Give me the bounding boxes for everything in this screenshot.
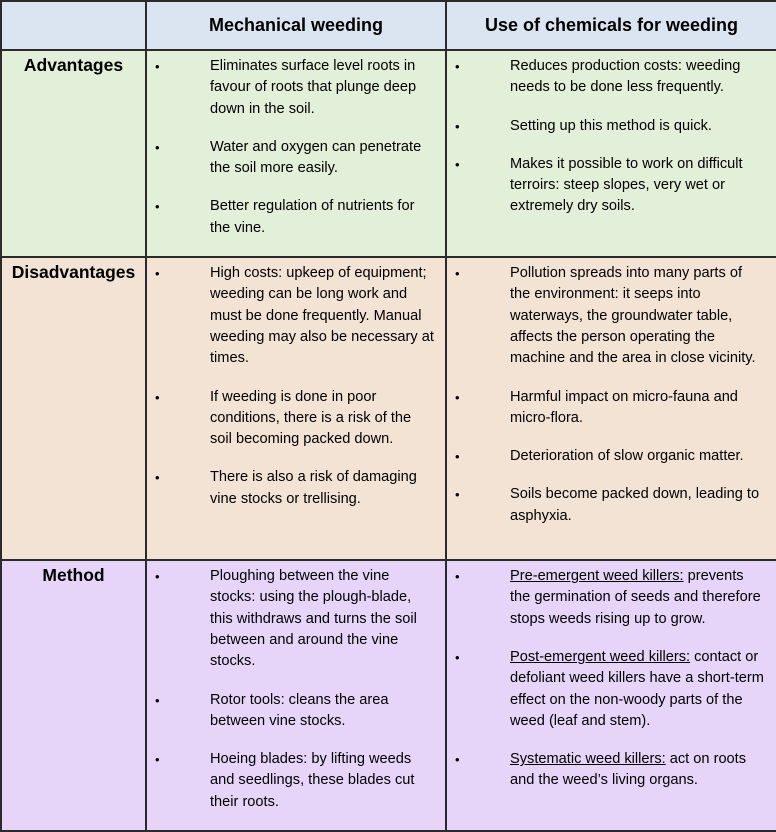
list-item	[447, 647, 766, 732]
list-item	[447, 263, 766, 369]
list-item	[147, 566, 435, 672]
item-lead-term: Post-emergent weed killers:	[510, 648, 691, 665]
bullet-icon: •	[155, 569, 160, 585]
item-text: Water and oxygen can penetrate the soil more easily.	[210, 138, 422, 177]
header-mechanical-weeding: Mechanical weeding	[146, 1, 446, 50]
list-item	[447, 484, 766, 527]
item-text: Better regulation of nutrients for the vine.	[210, 198, 415, 236]
list-item	[447, 56, 766, 99]
bullet-list	[447, 561, 776, 792]
bullet-icon: •	[455, 569, 460, 585]
item-text: prevents the germination of seeds and therefore stops weeds rising up to grow.	[510, 568, 761, 627]
item-text: Setting up this method is quick.	[510, 117, 712, 134]
item-text: Ploughing between the vine stocks: using the plough-blade, this withdraws and turns the soil between and around the vine stocks.	[210, 568, 417, 670]
item-lead-term: Systematic weed killers:	[510, 751, 666, 768]
bullet-list	[147, 258, 445, 510]
list-item	[147, 690, 435, 733]
cell-disadvantages-chemical	[446, 257, 776, 560]
list-item	[147, 749, 435, 813]
list-item	[147, 467, 435, 510]
cell-method-chemical	[446, 560, 776, 831]
row-method	[1, 560, 776, 831]
cell-advantages-mechanical	[146, 50, 446, 257]
cell-disadvantages-mechanical	[146, 257, 446, 560]
bullet-icon: •	[455, 752, 460, 768]
bullet-icon: •	[155, 470, 160, 486]
bullet-icon: •	[455, 266, 460, 282]
list-item	[447, 116, 766, 137]
row-label-disadvantages: Disadvantages	[1, 257, 146, 560]
item-text: Makes it possible to work on difficult terroirs: steep slopes, very wet or extremely dry soils.	[510, 155, 743, 215]
item-text: act on roots and the weed’s living organs.	[510, 751, 747, 789]
list-item	[447, 387, 766, 430]
list-item	[147, 263, 435, 369]
item-lead-term: Pre-emergent weed killers:	[510, 568, 684, 585]
list-item	[447, 749, 766, 792]
cell-method-mechanical	[146, 560, 446, 831]
item-text: Hoeing blades: by lifting weeds and seedlings, these blades cut their roots.	[210, 751, 415, 810]
row-disadvantages	[1, 257, 776, 560]
list-item	[147, 56, 435, 120]
bullet-icon: •	[455, 118, 460, 134]
bullet-icon: •	[455, 389, 460, 405]
bullet-list	[147, 561, 445, 813]
header-corner-cell	[1, 1, 146, 50]
item-text: Rotor tools: cleans the area between vine stocks.	[210, 691, 389, 729]
bullet-icon: •	[155, 59, 160, 74]
bullet-icon: •	[455, 649, 460, 665]
list-item	[447, 446, 766, 467]
bullet-list	[447, 258, 776, 527]
bullet-list	[447, 51, 776, 218]
item-text: Reduces production costs: weeding needs to be done less frequently.	[510, 58, 741, 96]
bullet-icon: •	[155, 752, 160, 768]
list-item	[147, 196, 435, 239]
bullet-icon: •	[455, 449, 460, 465]
item-text: If weeding is done in poor conditions, there is a risk of the soil becoming packed down.	[210, 388, 412, 448]
list-item	[447, 154, 766, 218]
bullet-icon: •	[455, 487, 460, 503]
bullet-icon: •	[155, 199, 160, 215]
header-chemical-weeding: Use of chemicals for weeding	[446, 1, 776, 50]
list-item	[147, 137, 435, 180]
item-text: High costs: upkeep of equipment; weeding can be long work and must be done frequently. Manual weeding may also be necessary at times.	[210, 265, 434, 367]
item-text: There is also a risk of damaging vine stocks or trellising.	[210, 469, 417, 507]
bullet-icon: •	[455, 156, 460, 172]
row-advantages	[1, 50, 776, 257]
list-item	[447, 566, 766, 630]
item-text: Harmful impact on micro-fauna and micro-flora.	[510, 388, 738, 426]
bullet-icon: •	[155, 139, 160, 155]
item-text: contact or defoliant weed killers have a short-term effect on the non-woody parts of the weed (leaf and stem).	[510, 648, 764, 729]
bullet-icon: •	[155, 692, 160, 708]
item-text: Eliminates surface level roots in favour of roots that plunge deep down in the soil.	[210, 58, 417, 117]
cell-advantages-chemical	[446, 50, 776, 257]
row-label-advantages: Advantages	[1, 50, 146, 257]
row-label-method: Method	[1, 560, 146, 831]
bullet-icon: •	[455, 59, 460, 74]
bullet-list	[147, 51, 445, 239]
header-row	[1, 1, 776, 50]
bullet-icon: •	[155, 389, 160, 405]
item-text: Pollution spreads into many parts of the environment: it seeps into waterways, the groundwater table, affects the person operating the machine and the area in close vicinity.	[510, 265, 756, 367]
item-text: Soils become packed down, leading to asphyxia.	[510, 486, 760, 524]
bullet-icon: •	[155, 266, 160, 282]
list-item	[147, 387, 435, 451]
item-text: Deterioration of slow organic matter.	[510, 448, 744, 465]
